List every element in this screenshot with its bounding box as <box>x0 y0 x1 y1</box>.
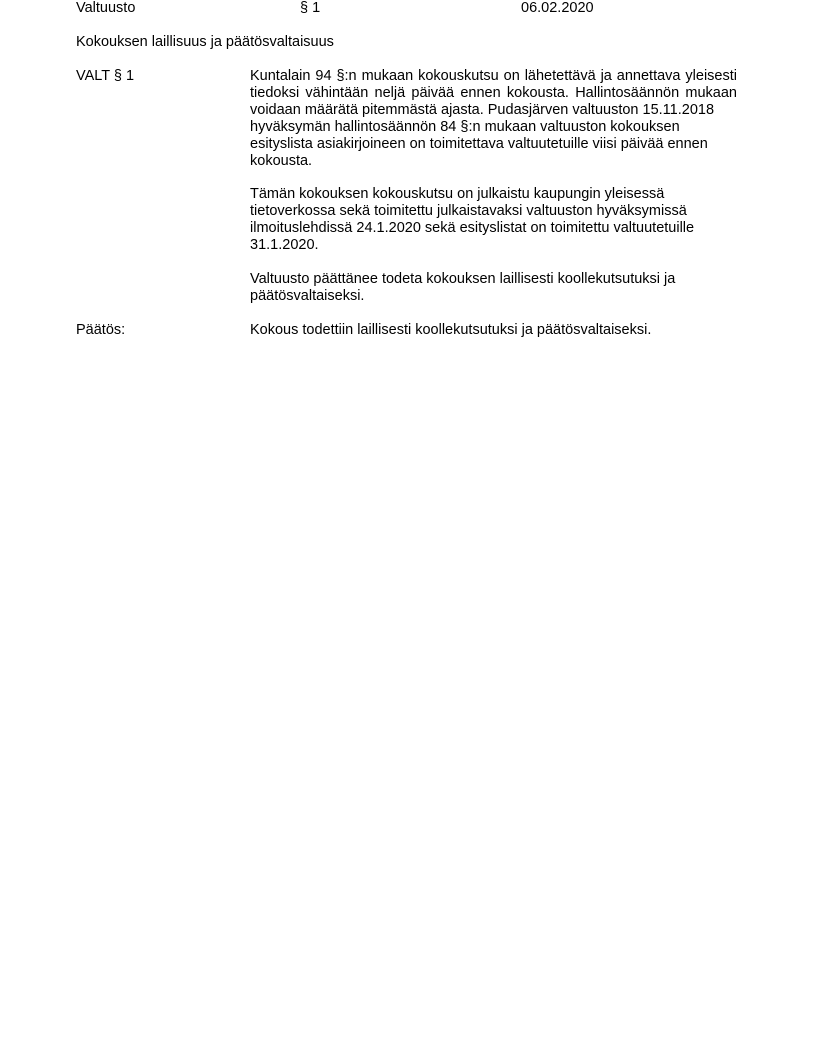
paragraph-line: päätösvaltaiseksi. <box>250 288 365 304</box>
header-body-name: Valtuusto <box>76 0 136 16</box>
paragraph-line: hyväksymän hallintosäännön 84 §:n mukaan valtuuston kokouksen <box>250 119 680 135</box>
paragraph-line: Tämän kokouksen kokouskutsu on julkaistu kaupungin yleisessä <box>250 186 665 202</box>
paragraph-line: esityslista asiakirjoineen on toimitettava valtuutetuille viisi päivää ennen <box>250 136 708 152</box>
paragraph-line: ilmoituslehdissä 24.1.2020 sekä esityslistat on toimitettu valtuutetuille <box>250 220 695 236</box>
paragraph-line: Valtuusto päättänee todeta kokouksen laillisesti koollekutsutuksi ja <box>250 271 676 287</box>
header-section-number: § 1 <box>300 0 321 16</box>
item-label: VALT § 1 <box>76 68 135 84</box>
header-date: 06.02.2020 <box>521 0 594 16</box>
paragraph-line: kokousta. <box>250 153 313 169</box>
decision-text: Kokous todettiin laillisesti koollekutsutuksi ja päätösvaltaiseksi. <box>250 322 652 338</box>
paragraph-2 <box>250 186 750 254</box>
decision-label: Päätös: <box>76 322 126 338</box>
paragraph-line: tiedoksi vähintään neljä päivää ennen kokousta. Hallintosäännön mukaan <box>250 85 737 101</box>
paragraph-3 <box>250 271 750 305</box>
paragraph-line: tietoverkossa sekä toimitettu julkaistavaksi valtuuston hyväksymissä <box>250 203 687 219</box>
paragraph-line: 31.1.2020. <box>250 237 319 253</box>
item-heading: Kokouksen laillisuus ja päätösvaltaisuus <box>76 34 334 50</box>
paragraph-line: Kuntalain 94 §:n mukaan kokouskutsu on lähetettävä ja annettava yleisesti <box>250 68 737 84</box>
paragraph-line: voidaan määrätä pitemmästä ajasta. Pudasjärven valtuuston 15.11.2018 <box>250 102 715 118</box>
paragraph-1 <box>250 68 750 170</box>
